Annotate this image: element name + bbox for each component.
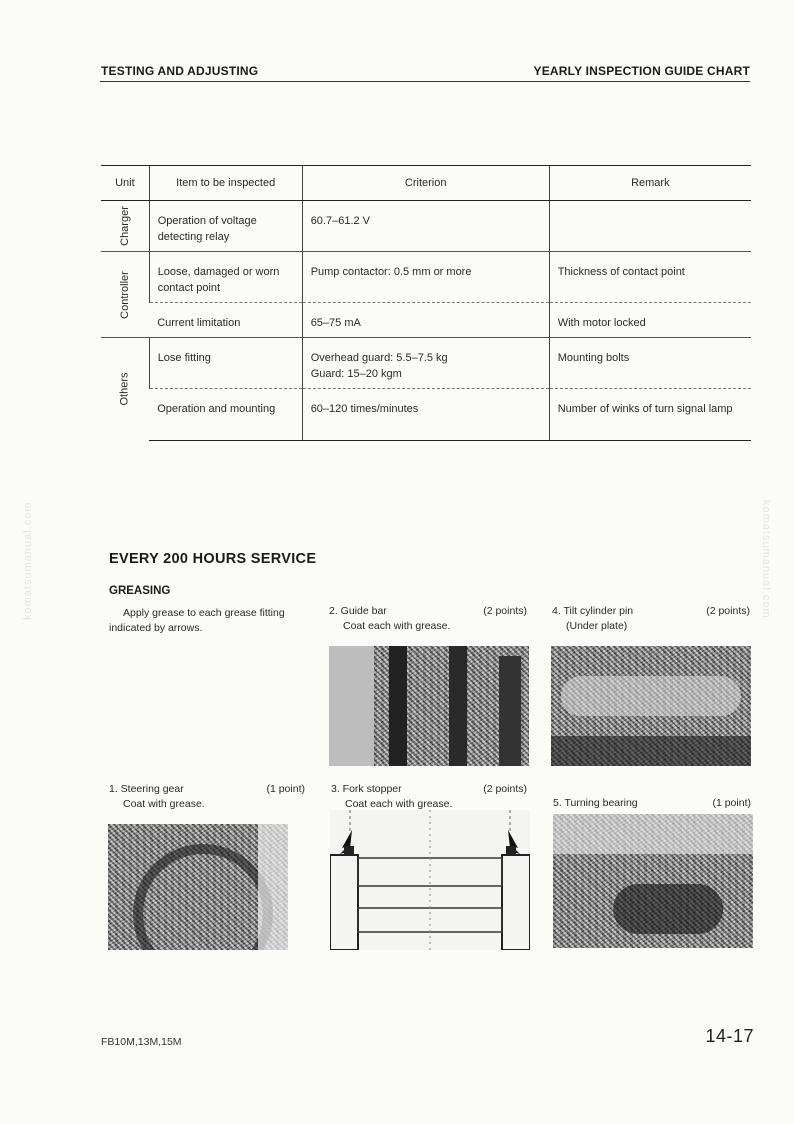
item-cell: Operation and mounting	[149, 389, 302, 441]
remark-cell: Thickness of contact point	[549, 252, 751, 303]
criterion-cell: Pump contactor: 0.5 mm or more	[302, 252, 549, 303]
item-cell: Loose, damaged or worn contact point	[149, 252, 302, 303]
step-turning-bearing	[553, 796, 751, 811]
step-tilt-cylinder-pin	[552, 604, 750, 634]
chart-header: YEARLY INSPECTION GUIDE CHART	[533, 64, 750, 78]
header-rule	[100, 81, 750, 82]
steering-gear-photo	[108, 824, 288, 950]
table-row	[101, 389, 751, 441]
remark-cell	[549, 201, 751, 252]
item-cell: Current limitation	[149, 303, 302, 338]
col-unit: Unit	[101, 166, 149, 201]
item-cell: Operation of voltage detecting relay	[149, 201, 302, 252]
step-points: (2 points)	[483, 605, 527, 617]
step-points: (2 points)	[483, 783, 527, 795]
section-title: EVERY 200 HOURS SERVICE	[109, 551, 317, 567]
step-steering-gear	[109, 782, 305, 812]
criterion-line: Guard: 15–20 kgm	[310, 368, 402, 380]
page-number: 14-17	[705, 1026, 754, 1046]
step-note: Coat each with grease.	[343, 620, 451, 632]
watermark-left: komatsumanual.com	[22, 501, 34, 620]
step-fork-stopper	[331, 782, 527, 812]
unit-charger: Charger	[118, 206, 131, 246]
turning-bearing-photo	[553, 814, 753, 948]
table-row	[101, 252, 751, 303]
step-note: (Under plate)	[566, 620, 628, 632]
tilt-cylinder-photo	[551, 646, 751, 766]
table-header-row	[101, 166, 751, 201]
table-row	[101, 201, 751, 252]
col-item: Item to be inspected	[149, 166, 302, 201]
criterion-cell: 60–120 times/minutes	[302, 389, 549, 441]
item-cell: Lose fitting	[149, 338, 302, 389]
step-note: Coat with grease.	[123, 798, 205, 810]
step-title: 3. Fork stopper	[331, 783, 402, 795]
model-label: FB10M,13M,15M	[101, 1036, 182, 1048]
remark-cell: Number of winks of turn signal lamp	[549, 389, 751, 441]
step-points: (2 points)	[706, 605, 750, 617]
criterion-cell: 60.7–61.2 V	[302, 201, 549, 252]
inspection-table	[101, 165, 751, 441]
criterion-cell: 65–75 mA	[302, 303, 549, 338]
step-title: 4. Tilt cylinder pin	[552, 605, 634, 617]
remark-cell: With motor locked	[549, 303, 751, 338]
unit-controller: Controller	[101, 252, 149, 338]
step-points: (1 point)	[712, 797, 751, 809]
step-title: 2. Guide bar	[329, 605, 387, 617]
intro-text: Apply grease to each grease fitting indicated by arrows.	[109, 607, 285, 634]
col-remark: Remark	[549, 166, 751, 201]
section-header: TESTING AND ADJUSTING	[101, 64, 259, 78]
step-title: 5. Turning bearing	[553, 797, 638, 809]
step-note: Coat each with grease.	[345, 798, 453, 810]
step-points: (1 point)	[266, 783, 305, 795]
col-criterion: Criterion	[302, 166, 549, 201]
table-row	[101, 303, 751, 338]
step-guide-bar	[329, 604, 527, 634]
remark-cell: Mounting bolts	[549, 338, 751, 389]
criterion-line: Overhead guard: 5.5–7.5 kg	[310, 352, 448, 364]
section-subtitle: GREASING	[109, 585, 171, 597]
step-title: 1. Steering gear	[109, 783, 184, 795]
table-row	[101, 338, 751, 389]
guide-bar-photo	[329, 646, 529, 766]
unit-others: Others	[101, 338, 149, 441]
watermark-right: komatsumanual.com	[760, 500, 772, 619]
fork-stopper-drawing-icon	[330, 810, 530, 950]
criterion-cell	[302, 338, 549, 389]
fork-stopper-diagram	[330, 810, 530, 950]
